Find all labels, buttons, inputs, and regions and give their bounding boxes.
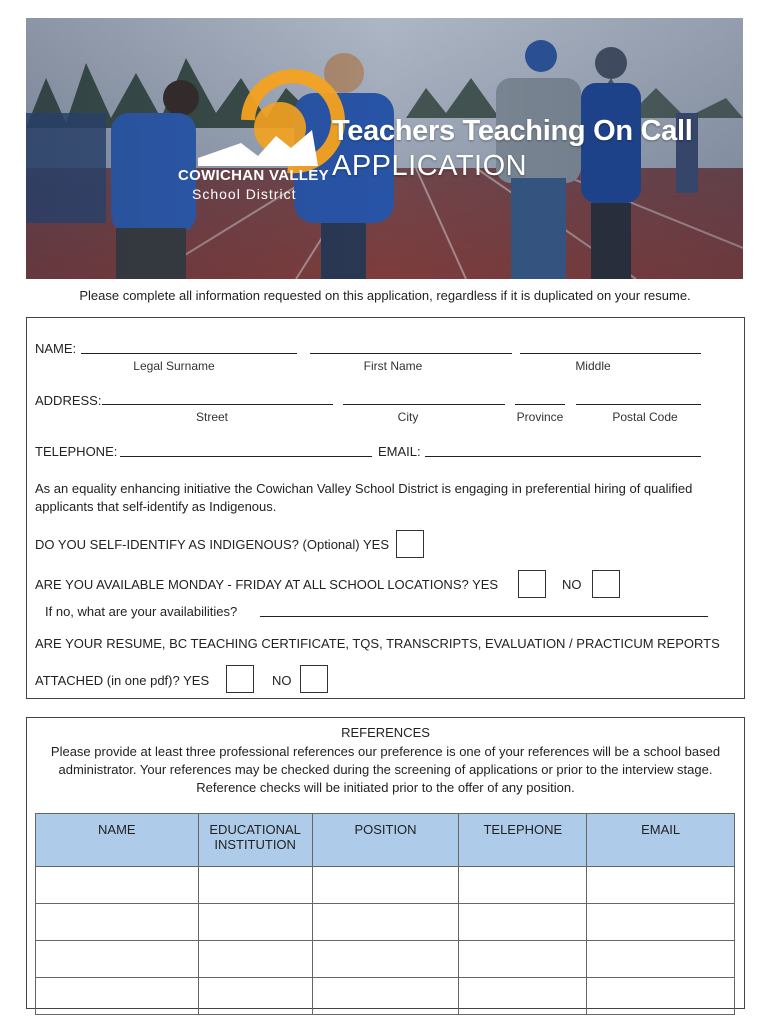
table-header-row <box>36 814 735 867</box>
references-instructions: Please provide at least three professional references our preference is one of your references will be a school based administrator. Your references may be checked during the screening of applications or prior to the interview stage. Reference checks will be initiated prior to the offer of any position. <box>50 744 721 795</box>
table-cell-input[interactable] <box>459 941 587 978</box>
province-caption: Province <box>516 410 564 424</box>
page-title: Teachers Teaching On Call <box>332 115 693 147</box>
telephone-label: TELEPHONE: <box>35 444 118 459</box>
attachments-no-label: NO <box>272 673 292 688</box>
references-heading: REFERENCES <box>341 725 430 740</box>
page-subtitle: APPLICATION <box>332 150 528 182</box>
table-cell-input[interactable] <box>312 941 459 978</box>
table-cell-input[interactable] <box>198 941 312 978</box>
legal-surname-caption: Legal Surname <box>133 359 215 373</box>
table-cell-input[interactable] <box>36 867 199 904</box>
availability-no-label: NO <box>562 577 582 592</box>
indigenous-question: DO YOU SELF-IDENTIFY AS INDIGENOUS? (Optional) YES <box>35 537 389 552</box>
name-label: NAME: <box>35 341 77 356</box>
column-header-institution: EDUCATIONAL INSTITUTION <box>198 814 312 867</box>
column-header-email: EMAIL <box>587 814 735 867</box>
intro-text: Please complete all information requested on this application, regardless if it is duplicated on your resume. <box>79 288 691 303</box>
table-cell-input[interactable] <box>198 978 312 1015</box>
attachments-yes-label: ATTACHED (in one pdf)? YES <box>35 673 210 688</box>
table-cell-input[interactable] <box>459 904 587 941</box>
logo-subtitle: School District <box>192 186 297 202</box>
table-cell-input[interactable] <box>36 904 199 941</box>
street-field[interactable] <box>102 404 333 405</box>
table-cell-input[interactable] <box>587 941 735 978</box>
column-header-position: POSITION <box>312 814 459 867</box>
table-row <box>36 978 735 1015</box>
attachments-question: ARE YOUR RESUME, BC TEACHING CERTIFICATE, TQS, TRANSCRIPTS, EVALUATION / PRACTICUM REPORTS <box>35 636 720 651</box>
table-row <box>36 941 735 978</box>
email-label: EMAIL: <box>378 444 421 459</box>
availabilities-label: If no, what are your availabilities? <box>45 604 238 619</box>
table-cell-input[interactable] <box>198 904 312 941</box>
street-caption: Street <box>195 410 228 424</box>
middle-name-caption: Middle <box>575 359 611 373</box>
legal-surname-field[interactable] <box>81 353 297 354</box>
middle-name-field[interactable] <box>520 353 701 354</box>
table-cell-input[interactable] <box>312 978 459 1015</box>
first-name-caption: First Name <box>363 359 423 373</box>
address-label: ADDRESS: <box>35 393 102 408</box>
table-cell-input[interactable] <box>36 941 199 978</box>
references-table <box>35 813 735 1015</box>
availability-no-checkbox[interactable] <box>592 570 620 598</box>
email-field[interactable] <box>425 456 701 457</box>
column-header-telephone: TELEPHONE <box>459 814 587 867</box>
availabilities-field[interactable] <box>260 616 708 617</box>
province-field[interactable] <box>515 404 565 405</box>
table-row <box>36 867 735 904</box>
first-name-field[interactable] <box>310 353 512 354</box>
attachments-yes-checkbox[interactable] <box>226 665 254 693</box>
table-row <box>36 904 735 941</box>
indigenous-yes-checkbox[interactable] <box>396 530 424 558</box>
availability-yes-checkbox[interactable] <box>518 570 546 598</box>
header-banner <box>26 18 743 279</box>
postal-code-field[interactable] <box>576 404 701 405</box>
city-caption: City <box>397 410 419 424</box>
column-header-name: NAME <box>36 814 199 867</box>
table-cell-input[interactable] <box>587 978 735 1015</box>
table-cell-input[interactable] <box>459 978 587 1015</box>
equity-statement: As an equality enhancing initiative the Cowichan Valley School District is engaging in preferential hiring of qualified applicants that self-identify as Indigenous. <box>35 481 693 514</box>
table-cell-input[interactable] <box>587 867 735 904</box>
banner-photo <box>26 18 743 279</box>
postal-code-caption: Postal Code <box>612 410 678 424</box>
attachments-no-checkbox[interactable] <box>300 665 328 693</box>
availability-question: ARE YOU AVAILABLE MONDAY - FRIDAY AT ALL SCHOOL LOCATIONS? YES <box>35 577 499 592</box>
table-cell-input[interactable] <box>36 978 199 1015</box>
city-field[interactable] <box>343 404 505 405</box>
table-cell-input[interactable] <box>459 867 587 904</box>
table-cell-input[interactable] <box>312 904 459 941</box>
table-cell-input[interactable] <box>312 867 459 904</box>
table-cell-input[interactable] <box>198 867 312 904</box>
telephone-field[interactable] <box>120 456 372 457</box>
logo-name: COWICHAN VALLEY <box>178 167 329 184</box>
table-cell-input[interactable] <box>587 904 735 941</box>
